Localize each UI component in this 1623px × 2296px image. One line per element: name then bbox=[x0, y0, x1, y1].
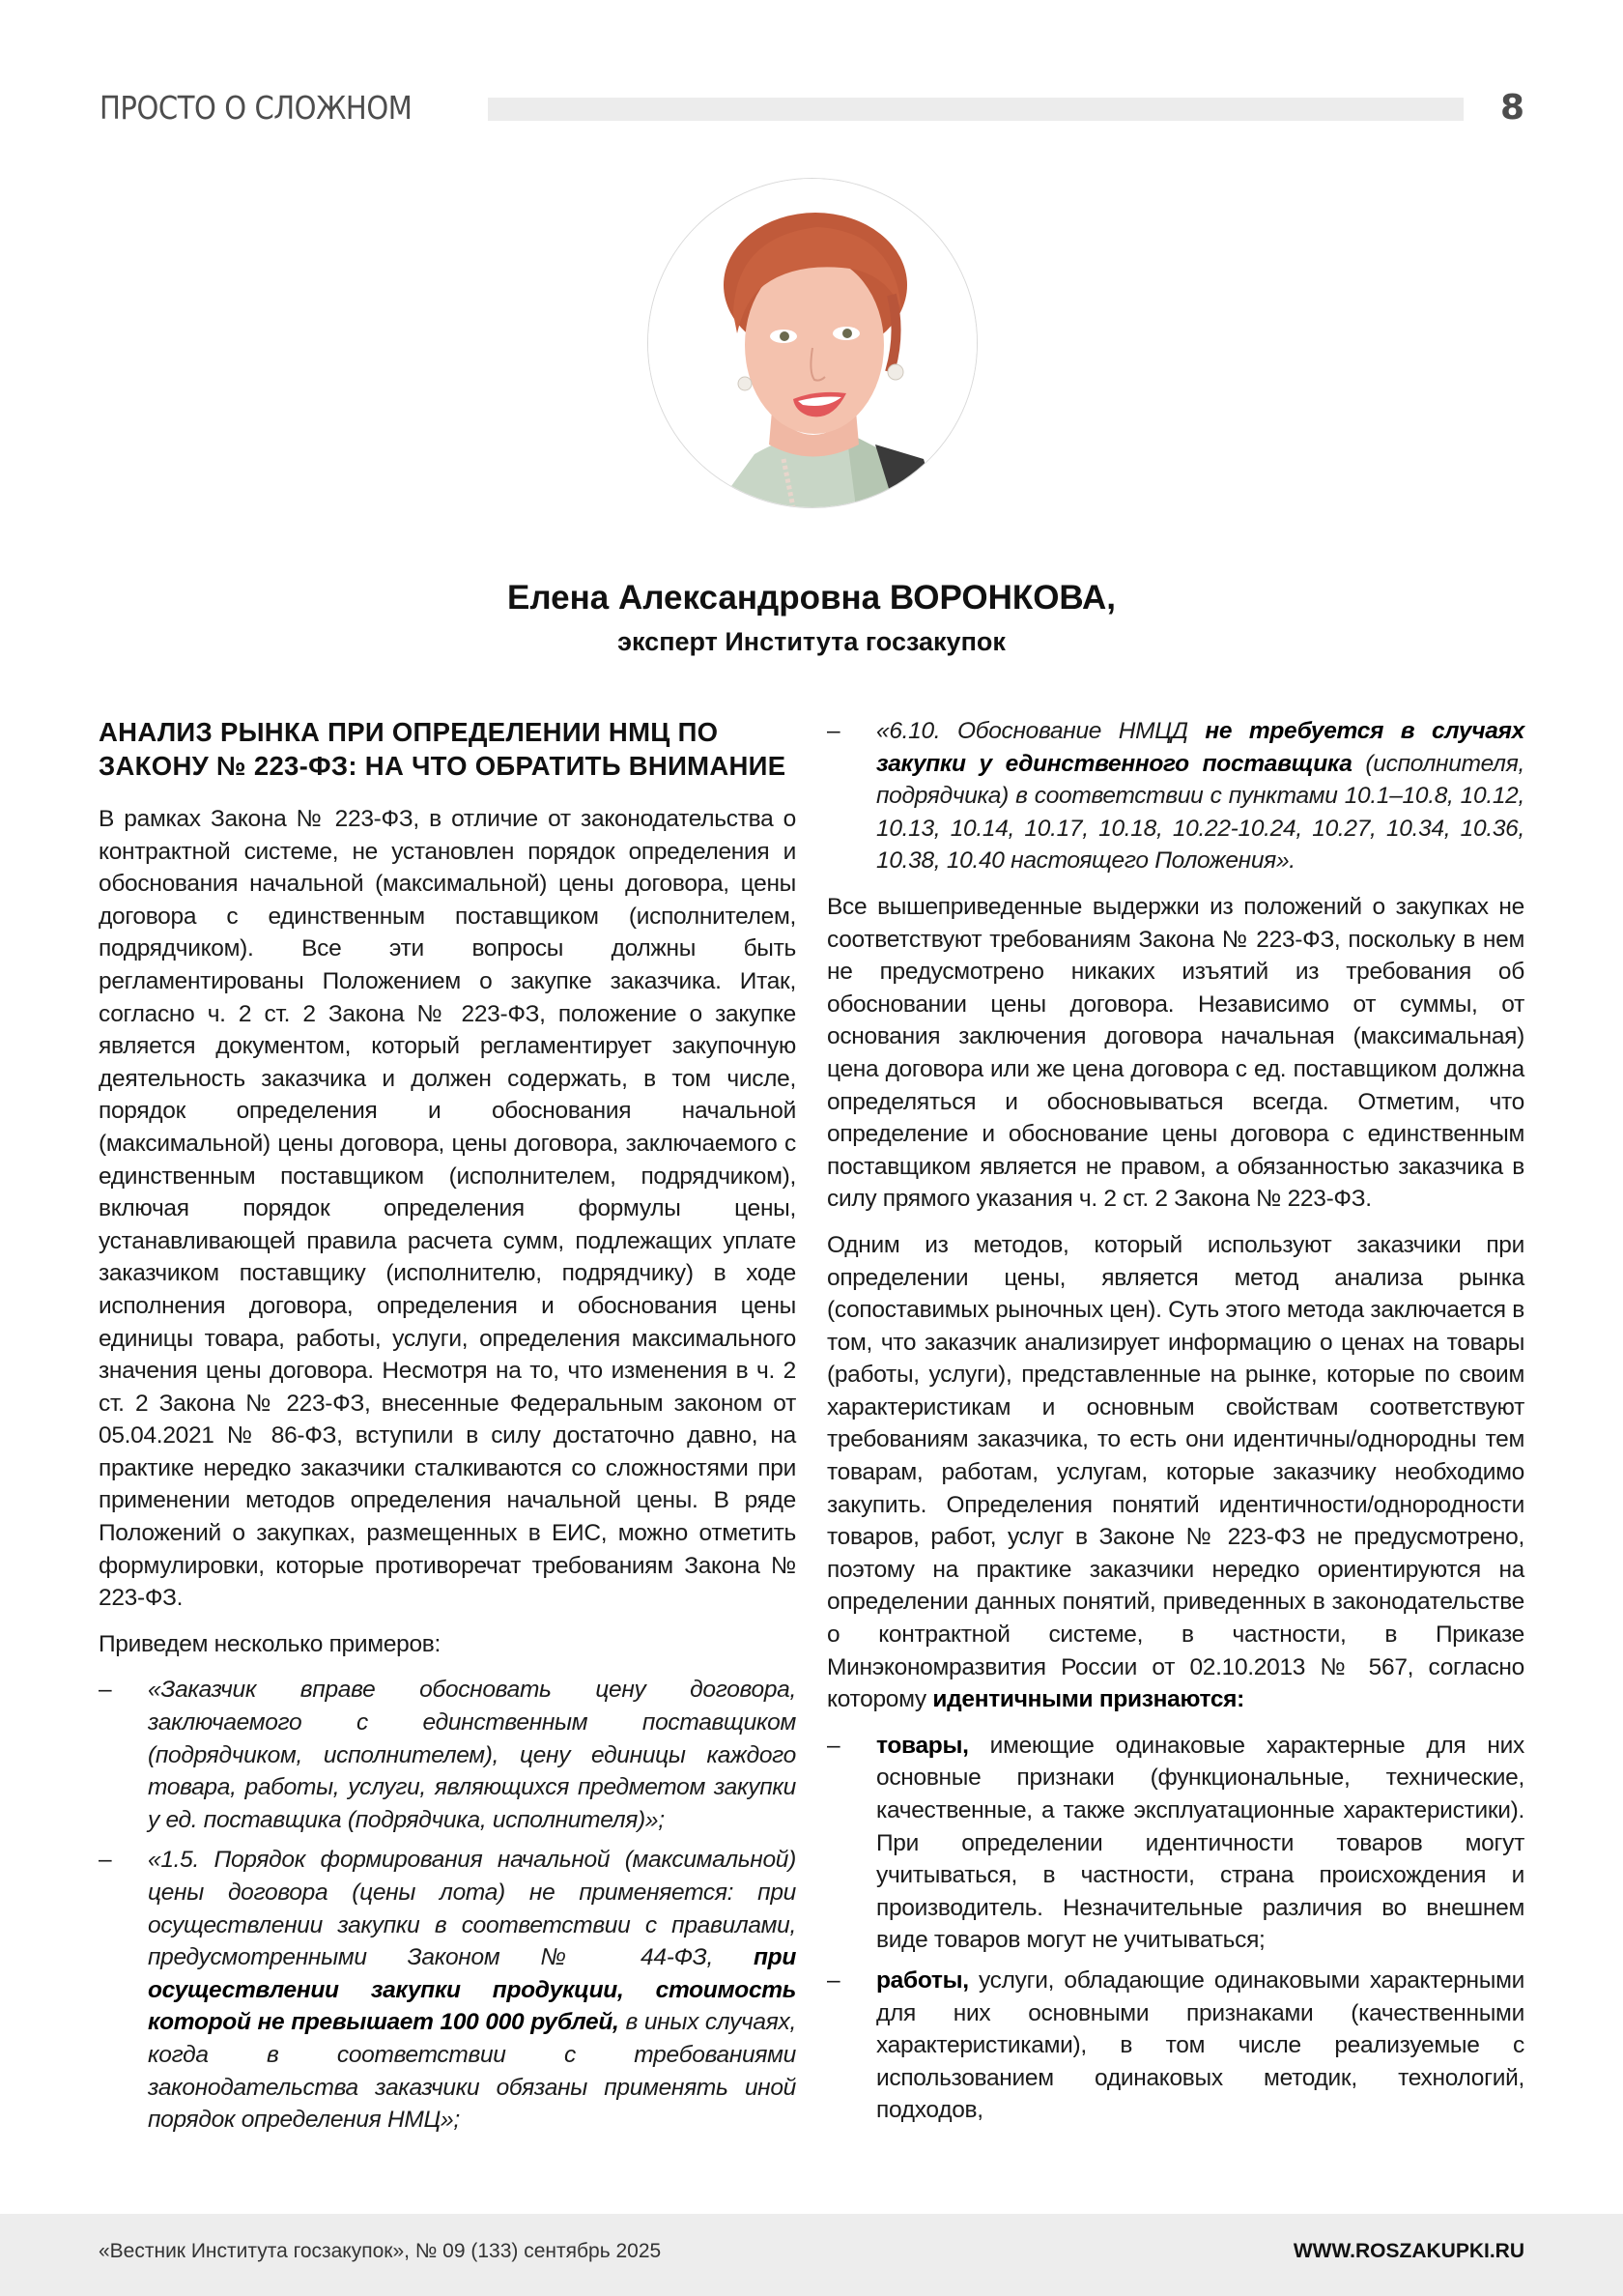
example-text: «6.10. Обоснование НМЦД bbox=[876, 718, 1206, 744]
definition-item bbox=[827, 1730, 1524, 1957]
definition-text: имеющие одинаковые характерные для них основные признаки (функциональные, технические, качественные, а также эксплуатационные характеристики). При определении идентичности товаров могут учитываться, в частности, страна происхождения и производитель. Незначительные различия во внешнем виде товаров могут не учитываться; bbox=[876, 1732, 1524, 1954]
examples-intro: Приведем несколько примеров: bbox=[99, 1630, 441, 1657]
example-emphasis: при осуществлении закупки продукции, стоимость которой не превышает 100 000 рублей, bbox=[148, 1944, 796, 2036]
method-text: Одним из методов, который используют заказчики при определении цены, является метод анализа рынка (сопоставимых рыночных цен). Суть этого метода заключается в том, что заказчик анализирует информацию о ценах на товары (работы, услуги), представленные на рынке, которые по своим характеристикам и основным свойствам соответствуют требованиям заказчика, то есть они идентичны/однородны тем товарам, работам, услугам, которые заказчику необходимо закупить. Определения понятий идентичности/однородности товаров, работ, услуг в Законе № 223-ФЗ не предусмотрено, поэтому на практике заказчики нередко ориентируются на определении данных понятий, приведенных в законодательстве о контрактной системе, в частности, в Приказе Минэкономразвития России от 02.10.2013 № 567, согласно которому bbox=[827, 1231, 1524, 1713]
publication-info: «Вестник Института госзакупок», № 09 (133) сентябрь 2025 bbox=[99, 2240, 662, 2262]
dash-bullet-icon: – bbox=[827, 718, 840, 744]
website-link[interactable]: WWW.ROSZAKUPKI.RU bbox=[1293, 2240, 1524, 2262]
author-portrait bbox=[647, 178, 978, 508]
examples-list-left bbox=[99, 1674, 796, 2136]
example-emphasis: не требуется в случаях закупки у единственного поставщика bbox=[876, 718, 1524, 777]
dash-bullet-icon: – bbox=[827, 1966, 840, 1994]
example-item bbox=[99, 1674, 796, 1836]
page-number: 8 bbox=[1500, 88, 1525, 128]
definition-term: товары, bbox=[876, 1732, 969, 1759]
page-footer bbox=[0, 2214, 1623, 2296]
author-role: эксперт Института госзакупок bbox=[617, 627, 1006, 656]
example-text-tail: в иных случаях, когда в соответствии с требованиями законодательства заказчики обязаны применять иной порядок определения НМЦ»; bbox=[148, 2009, 796, 2134]
header-divider-bar bbox=[488, 98, 1464, 121]
portrait-illustration bbox=[648, 179, 977, 507]
dash-bullet-icon: – bbox=[99, 1847, 112, 1874]
right-column bbox=[827, 715, 1524, 2140]
example-item bbox=[827, 715, 1524, 877]
section-title: ПРОСТО О СЛОЖНОМ bbox=[100, 89, 413, 127]
examples-list-right bbox=[827, 715, 1524, 877]
definition-term: работы, bbox=[876, 1966, 969, 1994]
dash-bullet-icon: – bbox=[99, 1677, 112, 1704]
example-text: «1.5. Порядок формирования начальной (максимальной) цены договора (цены лота) не применяется: при осуществлении закупки в соответствии с правилами, предусмотренными Законом № 44-ФЗ, bbox=[148, 1847, 796, 1971]
method-paragraph bbox=[827, 1229, 1524, 1716]
definition-text: услуги, обладающие одинаковыми характерными для них основными признаками (качественными характеристиками), в том числе реализуемые с использованием одинаковых методик, технологий, подходов, bbox=[876, 1966, 1524, 2124]
article-title: АНАЛИЗ РЫНКА ПРИ ОПРЕДЕЛЕНИИ НМЦ ПО ЗАКОНУ № 223-ФЗ: НА ЧТО ОБРАТИТЬ ВНИМАНИЕ bbox=[99, 717, 786, 781]
identical-definitions-list bbox=[827, 1730, 1524, 2127]
method-emphasis: идентичными признаются: bbox=[932, 1686, 1245, 1713]
definition-item bbox=[827, 1965, 1524, 2127]
analysis-paragraph: Все вышеприведенные выдержки из положений о закупках не соответствуют требованиям Закона № 223-ФЗ, поскольку в нем не предусмотрено никаких изъятий из требования об обосновании цены договора. Независимо от суммы, от основания заключения договора начальная (максимальная) цена договора или же цена договора с ед. поставщиком должна определяться и обосновываться всегда. Отметим, что определение и обоснование цены договора с единственным поставщиком является не правом, а обязанностью заказчика в силу прямого указания ч. 2 ст. 2 Закона № 223-ФЗ. bbox=[827, 893, 1524, 1213]
dash-bullet-icon: – bbox=[827, 1732, 840, 1759]
left-column bbox=[99, 715, 796, 2150]
example-text-tail: (исполнителя, подрядчика) в соответствии с пунктами 10.1–10.8, 10.12, 10.13, 10.14, 10.17, 10.18, 10.22-10.24, 10.27, 10.34, 10.36, 10.38, 10.40 настоящего Положения». bbox=[876, 750, 1524, 875]
example-text: «Заказчик вправе обосновать цену договора, заключаемого с единственным поставщиком (подрядчиком, исполнителем), цену единицы каждого товара, работы, услуги, являющихся предметом закупки у ед. поставщика (подрядчика, исполнителя)»; bbox=[148, 1677, 796, 1833]
author-name: Елена Александровна ВОРОНКОВА, bbox=[507, 579, 1116, 617]
example-item bbox=[99, 1844, 796, 2136]
intro-paragraph: В рамках Закона № 223-ФЗ, в отличие от законодательства о контрактной системе, не установлен порядок определения и обоснования начальной (максимальной) цены договора, цены договора с единственным поставщиком (исполнителем, подрядчиком). Все эти вопросы должны быть регламентированы Положением о закупке заказчика. Итак, согласно ч. 2 ст. 2 Закона № 223-ФЗ, положение о закупке является документом, который регламентирует закупочную деятельность заказчика и должен содержать, в том числе, порядок определения и обоснования начальной (максимальной) цены договора, цены договора, заключаемого с единственным поставщиком (исполнителем, подрядчиком), включая порядок определения формулы цены, устанавливающей правила расчета сумм, подлежащих уплате заказчиком поставщику (исполнителю, подрядчику) в ходе исполнения договора, определения и обоснования цены единицы товара, работы, услуги, определения максимального значения цены договора. Несмотря на то, что изменения в ч. 2 ст. 2 Закона № 223-ФЗ, внесенные Федеральным законом от 05.04.2021 № 86-ФЗ, вступили в силу достаточно давно, на практике нередко заказчики сталкиваются со сложностями при применении методов определения начальной цены. В ряде Положений о закупках, размещенных в ЕИС, можно отметить формулировки, которые противоречат требованиям Закона № 223-ФЗ. bbox=[99, 806, 796, 1612]
